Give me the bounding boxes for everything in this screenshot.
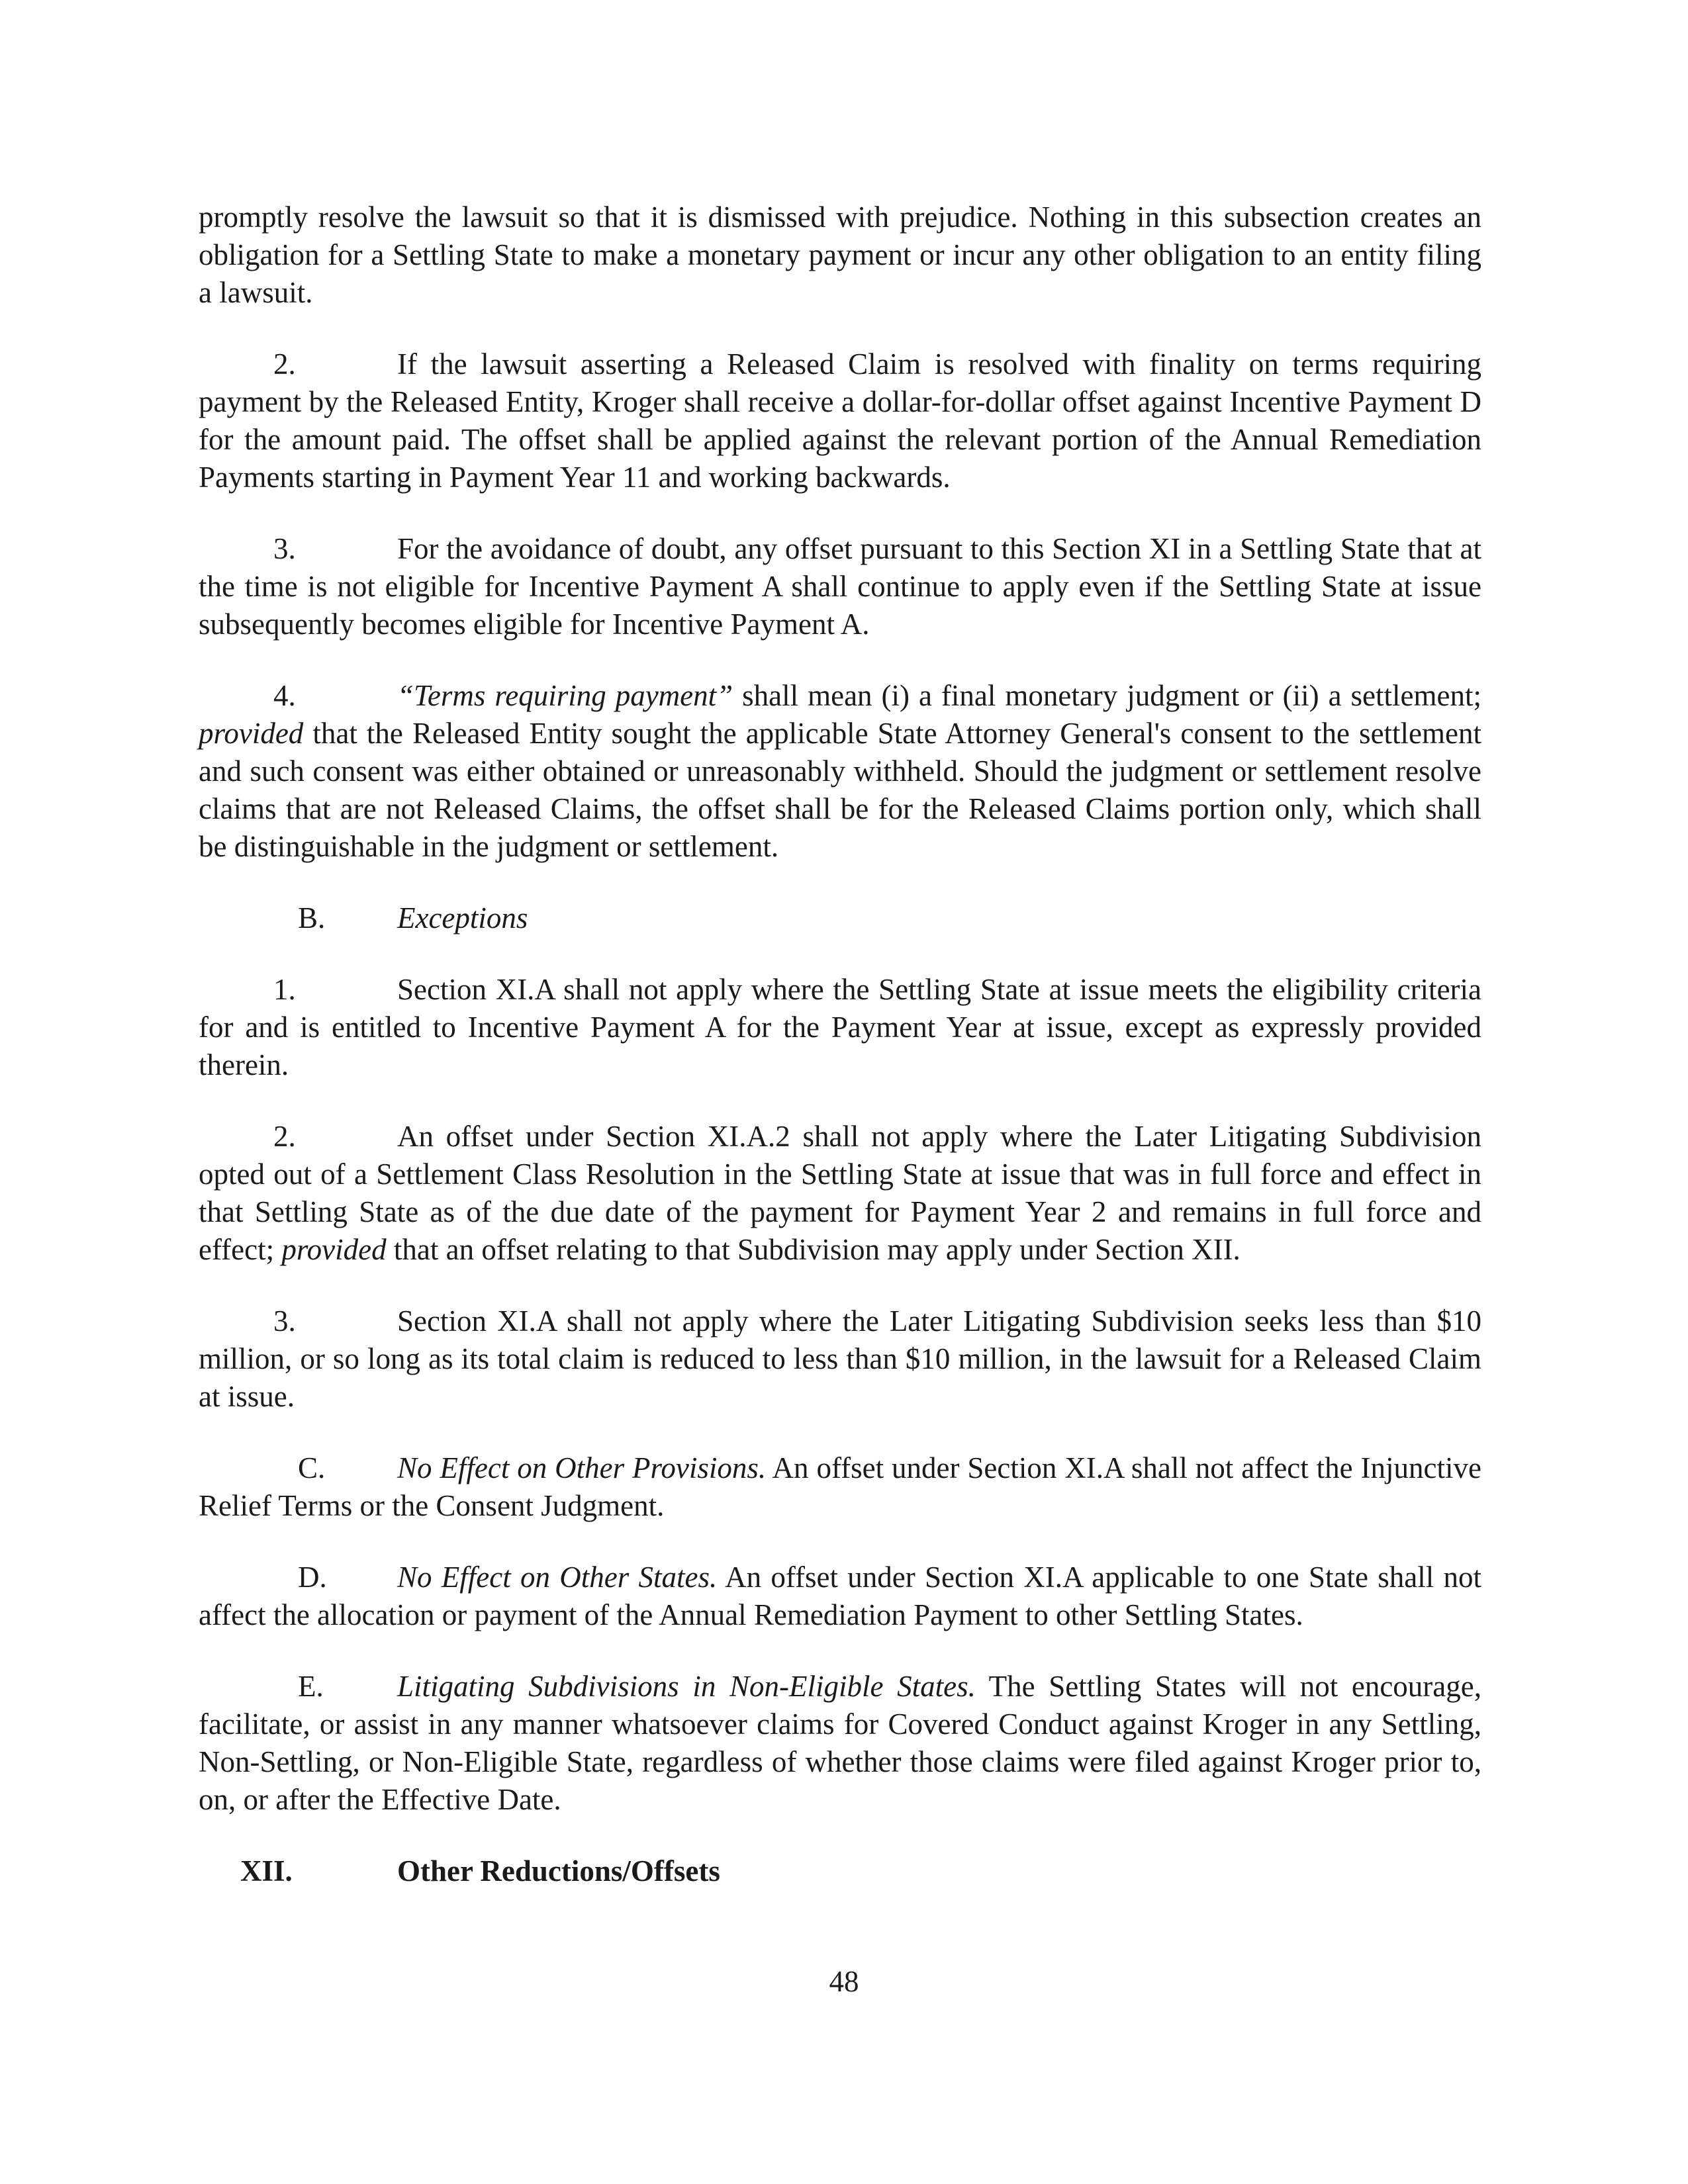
provided-term: provided (199, 717, 304, 750)
section-title: No Effect on Other States. (397, 1561, 718, 1594)
paragraph-c (199, 1449, 1481, 1525)
paragraph-b1 (199, 971, 1481, 1084)
paragraph-a4 (199, 677, 1481, 866)
item-number: 4. (273, 679, 296, 712)
section-title: Litigating Subdivisions in Non-Eligible States. (397, 1670, 976, 1703)
section-title: Other Reductions/Offsets (397, 1854, 720, 1888)
section-letter: E. (298, 1670, 324, 1703)
paragraph-text: that an offset relating to that Subdivision may apply under Section XII. (386, 1233, 1241, 1266)
paragraph-text: Section XI.A shall not apply where the Later Litigating Subdivision seeks less than $10 million, or so long as its total claim is reduced to less than $10 million, in the lawsuit for a Released Claim at issue. (199, 1304, 1481, 1413)
heading-b (199, 899, 1481, 937)
provided-term: provided (281, 1233, 387, 1266)
section-title: No Effect on Other Provisions. (397, 1451, 767, 1484)
paragraph-text: For the avoidance of doubt, any offset pursuant to this Section XI in a Settling State that at the time is not eligible for Incentive Payment A shall continue to apply even if the Settling State at issue subsequently becomes eligible for Incentive Payment A. (199, 532, 1481, 641)
page-number: 48 (829, 1965, 859, 1998)
section-numeral: XII. (240, 1854, 293, 1888)
defined-term: “Terms requiring payment” (397, 679, 733, 712)
item-number: 2. (273, 1120, 296, 1153)
item-number: 3. (273, 532, 296, 565)
paragraph-text: An offset under Section XI.A applicable to one State shall not affect the allocation or payment of the Annual Remediation Payment to other Settling States. (199, 1561, 1481, 1631)
section-letter: C. (298, 1451, 326, 1484)
section-letter: B. (298, 901, 326, 934)
paragraph-text: If the lawsuit asserting a Released Claim is resolved with finality on terms requiring payment by the Released Entity, Kroger shall receive a dollar-for-dollar offset against Incentive Payment D for the amount paid. The offset shall be applied against the relevant portion of the Annual Remediation Payments starting in Payment Year 11 and working backwards. (199, 347, 1481, 494)
paragraph-a3 (199, 530, 1481, 643)
paragraph-text: An offset under Section XI.A shall not affect the Injunctive Relief Terms or the Consent Judgment. (199, 1451, 1481, 1522)
paragraph-e (199, 1668, 1481, 1819)
item-number: 1. (273, 973, 296, 1006)
paragraph-text: The Settling States will not encourage, facilitate, or assist in any manner whatsoever claims for Covered Conduct against Kroger in any Settling, Non-Settling, or Non-Eligible State, regardless of whether those claims were filed against Kroger prior to, on, or after the Effective Date. (199, 1670, 1481, 1816)
section-letter: D. (298, 1561, 327, 1594)
item-number: 3. (273, 1304, 296, 1338)
paragraph-text: shall mean (i) a final monetary judgment or (ii) a settlement; (733, 679, 1481, 712)
paragraph-a2 (199, 345, 1481, 496)
paragraph-b3 (199, 1302, 1481, 1416)
paragraph-b2 (199, 1118, 1481, 1269)
item-number: 2. (273, 347, 296, 381)
paragraph-text: that the Released Entity sought the applicable State Attorney General's consent to the settlement and such consent was either obtained or unreasonably withheld. Should the judgment or settlement resolve claims that are not Released Claims, the offset shall be for the Released Claims portion only, which shall be distinguishable in the judgment or settlement. (199, 717, 1481, 863)
paragraph-d (199, 1559, 1481, 1634)
paragraph-continuation (199, 199, 1481, 312)
paragraph-text: An offset under Section XI.A.2 shall not apply where the Later Litigating Subdivision opted out of a Settlement Class Resolution in the Settling State at issue that was in full force and effect in that Settling State as of the due date of the payment for Payment Year 2 and remains in full force and effect; (199, 1120, 1481, 1266)
paragraph-text: Section XI.A shall not apply where the Settling State at issue meets the eligibility criteria for and is entitled to Incentive Payment A for the Payment Year at issue, except as expressly provided therein. (199, 973, 1481, 1081)
paragraph-text: promptly resolve the lawsuit so that it is dismissed with prejudice. Nothing in this subsection creates an obligation for a Settling State to make a monetary payment or incur any other obligation to an entity filing a lawsuit. (199, 201, 1481, 309)
document-page (199, 199, 1481, 1890)
section-title: Exceptions (397, 901, 528, 934)
section-xii-heading (199, 1852, 1481, 1890)
